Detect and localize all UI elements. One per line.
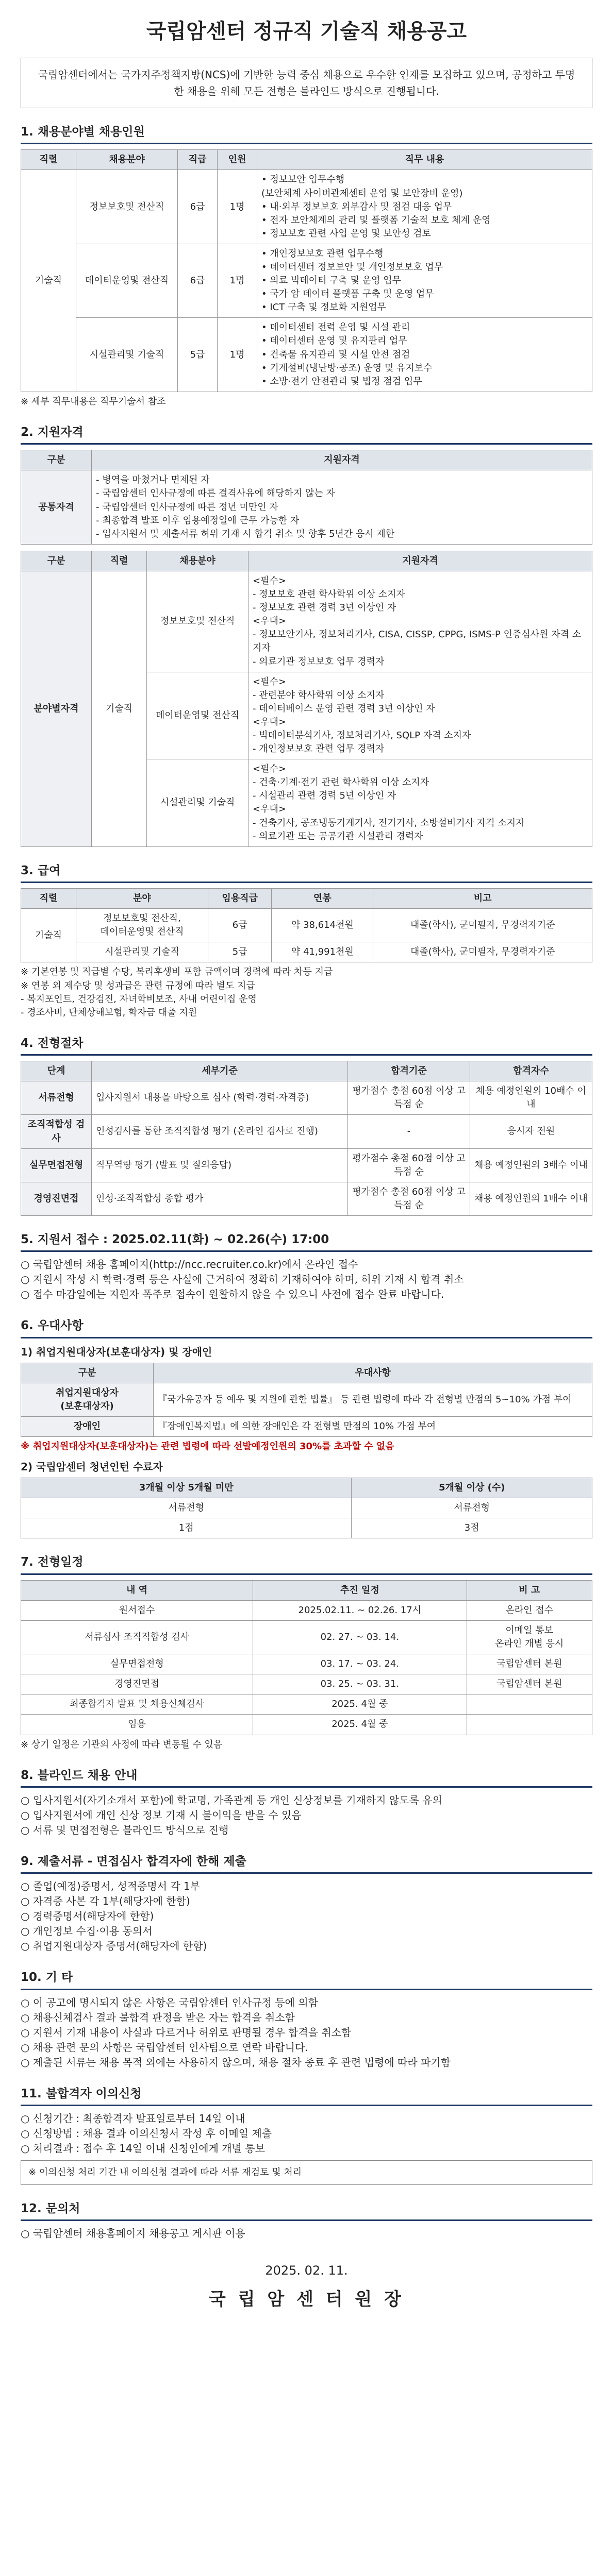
intro-box: 국립암센터에서는 국가지주정책지방(NCS)에 기반한 능력 중심 채용으로 우수한 인재를 모집하고 있으며, 공정하고 투명한 채용을 위해 모든 전형은 블라인드 방식으로 진행됩니다. bbox=[21, 58, 592, 108]
remark-cell bbox=[467, 1715, 592, 1735]
table-row bbox=[21, 1620, 592, 1654]
th-series: 직렬 bbox=[21, 889, 76, 909]
table-row bbox=[21, 1694, 592, 1715]
qual-cell: <필수> - 정보보호 관련 학사학위 이상 소지자 - 정보보호 관련 경력 3년 이상인 자 <우대> - 정보보안기사, 정보처리기사, CISA, CISSP, CPPG, ISMS-P 인증심사원 자격 소지자 - 의료기관 정보보호 업무 경력자 bbox=[248, 571, 592, 672]
th-grade: 직급 bbox=[178, 150, 218, 170]
grade-cell: 5급 bbox=[178, 318, 218, 392]
table-row bbox=[21, 318, 592, 392]
salary-cell: 약 41,991천원 bbox=[272, 942, 373, 962]
section-12-heading: 12. 문의처 bbox=[21, 2202, 80, 2216]
pref-value: 『국가유공자 등 예우 및 지원에 관한 법률』 등 관련 법령에 따라 각 전형별 만점의 5~10% 가점 부여 bbox=[154, 1383, 592, 1416]
th-period-1: 3개월 이상 5개월 미만 bbox=[21, 1478, 352, 1498]
th-remark: 비 고 bbox=[467, 1580, 592, 1600]
section-1-note: ※ 세부 직무내용은 직무기술서 참조 bbox=[21, 396, 166, 407]
common-qual-table bbox=[21, 450, 592, 545]
item-cell: 최종합격자 발표 및 채용신체검사 bbox=[21, 1694, 253, 1715]
field-cell: 데이터운영및 전산직 bbox=[76, 244, 178, 317]
grade-cell: 6급 bbox=[208, 909, 272, 942]
table-row bbox=[21, 942, 592, 962]
pass-cell: 평가점수 총점 60점 이상 고득점 순 bbox=[348, 1081, 470, 1115]
qual-cell: <필수> - 건축·기계·전기 관련 학사학위 이상 소지자 - 시설관리 관련 경력 5년 이상인 자 <우대> - 건축기사, 공조냉동기계기사, 전기기사, 소방설비기사 자격 소지자 - 의료기관 또는 공공기관 시설관리 경력자 bbox=[248, 759, 592, 847]
group-cell: 기술직 bbox=[92, 571, 147, 846]
th-qualification: 지원자격 bbox=[92, 450, 592, 470]
pass-cell: 평가점수 총점 60점 이상 고득점 순 bbox=[348, 1148, 470, 1182]
pref-key: 장애인 bbox=[21, 1416, 154, 1436]
count-cell: 채용 예정인원의 10배수 이내 bbox=[470, 1081, 592, 1115]
table-row bbox=[21, 470, 592, 544]
intern-bonus-table bbox=[21, 1478, 592, 1538]
section-divider bbox=[21, 1786, 592, 1788]
section-divider bbox=[21, 1989, 592, 1990]
grade-cell: 5급 bbox=[208, 942, 272, 962]
th-count: 인원 bbox=[218, 150, 257, 170]
section-divider bbox=[21, 1337, 592, 1338]
section-divider bbox=[21, 443, 592, 445]
duties-cell: • 데이터센터 전력 운영 및 시설 관리 • 데이터센터 운영 및 유지관리 업무 • 건축물 유지관리 및 시설 안전 점검 • 기계설비(냉난방·공조) 운영 및 유지보수 • 소방·전기 안전관리 및 법정 점검 업무 bbox=[257, 318, 592, 392]
section-5-body: ○ 국립암센터 채용 홈페이지(http://ncc.recruiter.co.kr)에서 온라인 접수 ○ 지원서 작성 시 학력·경력 등은 사실에 근거하여 정확히 기재하여야 하며, 허위 기재 시 합격 취소 ○ 접수 마감일에는 지원자 폭주로 접속이 원활하지 않을 수 있으니 사전에 접수 완료 바랍니다. bbox=[21, 1258, 464, 1301]
pass-cell: - bbox=[348, 1115, 470, 1148]
notice-date: 2025. 02. 11. bbox=[265, 2263, 348, 2278]
th-field: 채용분야 bbox=[76, 150, 178, 170]
section-10-body: ○ 이 공고에 명시되지 않은 사항은 국립암센터 인사규정 등에 의함 ○ 채용신체검사 결과 불합격 판정을 받은 자는 합격을 취소함 ○ 지원서 기재 내용이 사실과 다르거나 허위로 판명될 경우 합격을 취소함 ○ 채용 관련 문의 사항은 국립암센터 인사팀으로 연락 바랍니다. ○ 제출된 서류는 채용 목적 외에는 사용하지 않으며, 채용 절차 종료 후 관련 법령에 따라 파기함 bbox=[21, 1996, 451, 2069]
section-3-heading: 3. 급여 bbox=[21, 863, 61, 877]
table-row bbox=[21, 1518, 592, 1538]
table-row bbox=[21, 1654, 592, 1674]
positions-table bbox=[21, 149, 592, 392]
th-series: 직렬 bbox=[92, 551, 147, 571]
salary-notes: ※ 기본연봉 및 직급별 수당, 복리후생비 포함 금액이며 경력에 따라 차등 지급 ※ 연봉 외 제수당 및 성과급은 관련 규정에 따라 별도 지급 - 복지포인트, 건강검진, 자녀학비보조, 사내 어린이집 운영 - 경조사비, 단체상해보험, 학자금 대출 지원 bbox=[21, 967, 333, 1018]
criteria-cell: 인성검사를 통한 조직적합성 평가 (온라인 검사로 진행) bbox=[92, 1115, 348, 1148]
section-divider bbox=[21, 1250, 592, 1252]
remark-cell: 온라인 접수 bbox=[467, 1600, 592, 1620]
page-title: 국립암센터 정규직 기술직 채용공고 bbox=[146, 20, 467, 43]
section-divider bbox=[21, 1872, 592, 1874]
section-5-heading: 5. 지원서 접수 : 2025.02.11(화) ~ 02.26(수) 17:00 bbox=[21, 1233, 329, 1246]
remark-cell: 이메일 통보 온라인 개별 응시 bbox=[467, 1620, 592, 1654]
item-cell: 경영진면접 bbox=[21, 1674, 253, 1694]
section-7-heading: 7. 전형일정 bbox=[21, 1555, 84, 1569]
schedule-cell: 03. 17. ~ 03. 24. bbox=[253, 1654, 467, 1674]
criteria-cell: 입사지원서 내용을 바탕으로 심사 (학력·경력·자격증) bbox=[92, 1081, 348, 1115]
table-row bbox=[21, 1715, 592, 1735]
count-cell: 1명 bbox=[218, 170, 257, 244]
count-cell: 1명 bbox=[218, 318, 257, 392]
objection-note-box: ※ 이의신청 처리 기간 내 이의신청 결과에 따라 서류 재검토 및 처리 bbox=[21, 2160, 592, 2185]
remark-cell: 대졸(학사), 군미필자, 무경력자기준 bbox=[373, 942, 592, 962]
schedule-table bbox=[21, 1580, 592, 1735]
remark-cell: 국립암센터 본원 bbox=[467, 1674, 592, 1694]
group-cell: 기술직 bbox=[21, 170, 76, 392]
section-divider bbox=[21, 2219, 592, 2221]
th-criteria: 세부기준 bbox=[92, 1061, 348, 1081]
section-divider bbox=[21, 1573, 592, 1575]
preference-table bbox=[21, 1363, 592, 1437]
table-row bbox=[21, 1383, 592, 1416]
stage-cell: 서류전형 bbox=[352, 1498, 592, 1518]
th-pass: 합격기준 bbox=[348, 1061, 470, 1081]
schedule-cell: 2025.02.11. ~ 02.26. 17시 bbox=[253, 1600, 467, 1620]
criteria-cell: 직무역량 평가 (발표 및 질의응답) bbox=[92, 1148, 348, 1182]
grade-cell: 6급 bbox=[178, 170, 218, 244]
field-qual-table bbox=[21, 551, 592, 847]
section-9-body: ○ 졸업(예정)증명서, 성적증명서 각 1부 ○ 자격증 사본 각 1부(해당자에 한함) ○ 경력증명서(해당자에 한함) ○ 개인정보 수집·이용 동의서 ○ 취업지원대상자 증명서(해당자에 한함) bbox=[21, 1880, 207, 1953]
table-row bbox=[21, 571, 592, 672]
points-cell: 1점 bbox=[21, 1518, 352, 1538]
schedule-note: ※ 상기 일정은 기관의 사정에 따라 변동될 수 있음 bbox=[21, 1739, 223, 1750]
section-9-heading: 9. 제출서류 - 면접심사 합격자에 한해 제출 bbox=[21, 1854, 246, 1868]
count-cell: 채용 예정인원의 1배수 이내 bbox=[470, 1182, 592, 1215]
field-cell: 시설관리및 기술직 bbox=[147, 759, 248, 847]
stage-cell: 서류전형 bbox=[21, 1081, 92, 1115]
section-6-sub-1: 1) 취업지원대상자(보훈대상자) 및 장애인 bbox=[21, 1345, 212, 1358]
field-cell: 정보보호및 전산직 bbox=[147, 571, 248, 672]
section-divider bbox=[21, 2105, 592, 2106]
common-label: 공통자격 bbox=[21, 470, 92, 544]
pref-value: 『장애인복지법』에 의한 장애인은 각 전형별 만점의 10% 가점 부여 bbox=[154, 1416, 592, 1436]
th-period-2: 5개월 이상 (수) bbox=[352, 1478, 592, 1498]
remark-cell bbox=[467, 1694, 592, 1715]
th-schedule: 추진 일정 bbox=[253, 1580, 467, 1600]
th-series: 직렬 bbox=[21, 150, 76, 170]
stage-cell: 조직적합성 검사 bbox=[21, 1115, 92, 1148]
remark-cell: 국립암센터 본원 bbox=[467, 1654, 592, 1674]
table-row bbox=[21, 1674, 592, 1694]
group-cell: 기술직 bbox=[21, 909, 76, 962]
remark-cell: 대졸(학사), 군미필자, 무경력자기준 bbox=[373, 909, 592, 942]
process-table bbox=[21, 1061, 592, 1216]
table-row bbox=[21, 1498, 592, 1518]
qual-cell: <필수> - 관련분야 학사학위 이상 소지자 - 데이터베이스 운영 관련 경력 3년 이상인 자 <우대> - 빅데이터분석기사, 정보처리기사, SQLP 자격 소지자 - 개인정보보호 관련 업무 경력자 bbox=[248, 672, 592, 759]
table-row bbox=[21, 1416, 592, 1436]
stage-cell: 서류전형 bbox=[21, 1498, 352, 1518]
count-cell: 응시자 전원 bbox=[470, 1115, 592, 1148]
th-qualification: 지원자격 bbox=[248, 551, 592, 571]
table-row bbox=[21, 1182, 592, 1215]
th-grade: 임용직급 bbox=[208, 889, 272, 909]
section-divider bbox=[21, 882, 592, 883]
section-8-heading: 8. 블라인드 채용 안내 bbox=[21, 1768, 138, 1782]
pref-key: 취업지원대상자 (보훈대상자) bbox=[21, 1383, 154, 1416]
issuer-signature: 국 립 암 센 터 원 장 bbox=[209, 2289, 404, 2310]
th-remark: 비고 bbox=[373, 889, 592, 909]
th-field: 채용분야 bbox=[147, 551, 248, 571]
th-duties: 직무 내용 bbox=[257, 150, 592, 170]
table-row bbox=[21, 1600, 592, 1620]
schedule-cell: 02. 27. ~ 03. 14. bbox=[253, 1620, 467, 1654]
count-cell: 1명 bbox=[218, 244, 257, 317]
table-row bbox=[21, 909, 592, 942]
spec-label: 분야별자격 bbox=[21, 571, 92, 846]
table-row bbox=[21, 1081, 592, 1115]
table-row bbox=[21, 170, 592, 244]
section-12-body: ○ 국립암센터 채용홈페이지 채용공고 게시판 이용 bbox=[21, 2227, 245, 2240]
item-cell: 실무면접전형 bbox=[21, 1654, 253, 1674]
th-item: 내 역 bbox=[21, 1580, 253, 1600]
count-cell: 채용 예정인원의 3배수 이내 bbox=[470, 1148, 592, 1182]
schedule-cell: 03. 25. ~ 03. 31. bbox=[253, 1674, 467, 1694]
th-field: 분야 bbox=[76, 889, 208, 909]
section-2-heading: 2. 지원자격 bbox=[21, 425, 84, 439]
salary-cell: 약 38,614천원 bbox=[272, 909, 373, 942]
table-row bbox=[21, 244, 592, 317]
duties-cell: • 개인정보보호 관련 업무수행 • 데이터센터 정보보안 및 개인정보보호 업무 • 의료 빅데이터 구축 및 운영 업무 • 국가 암 데이터 플랫폼 구축 및 운영 업무 • ICT 구축 및 정보화 지원업무 bbox=[257, 244, 592, 317]
criteria-cell: 인성·조직적합성 종합 평가 bbox=[92, 1182, 348, 1215]
th-category: 구분 bbox=[21, 551, 92, 571]
th-category: 구분 bbox=[21, 1363, 154, 1383]
duties-cell: • 정보보안 업무수행 (보안체계 사이버관제센터 운영 및 보안장비 운영) • 내·외부 정보보호 외부감사 및 점검 대응 업무 • 전자 보안체계의 관리 및 플랫폼 기술적 보호 체계 운영 • 정보보호 관련 사업 운영 및 보안성 검토 bbox=[257, 170, 592, 244]
section-1-heading: 1. 채용분야별 채용인원 bbox=[21, 125, 145, 139]
stage-cell: 경영진면접 bbox=[21, 1182, 92, 1215]
field-cell: 정보보호및 전산직 bbox=[76, 170, 178, 244]
table-row bbox=[21, 1115, 592, 1148]
th-pass-count: 합격자수 bbox=[470, 1061, 592, 1081]
section-divider bbox=[21, 1054, 592, 1056]
item-cell: 서류심사 조직적합성 검사 bbox=[21, 1620, 253, 1654]
preference-note: ※ 취업지원대상자(보훈대상자)는 관련 법령에 따라 선발예정인원의 30%를 초과할 수 없음 bbox=[21, 1441, 394, 1452]
common-qual: - 병역을 마쳤거나 면제된 자 - 국립암센터 인사규정에 따른 결격사유에 해당하지 않는 자 - 국립암센터 인사규정에 따른 정년 미만인 자 - 최종합격 발표 이후 임용예정일에 근무 가능한 자 - 입사지원서 및 제출서류 허위 기재 시 합격 취소 및 향후 5년간 응시 제한 bbox=[92, 470, 592, 544]
item-cell: 임용 bbox=[21, 1715, 253, 1735]
item-cell: 원서접수 bbox=[21, 1600, 253, 1620]
pass-cell: 평가점수 총점 60점 이상 고득점 순 bbox=[348, 1182, 470, 1215]
th-preference: 우대사항 bbox=[154, 1363, 592, 1383]
section-11-heading: 11. 불합격자 이의신청 bbox=[21, 2087, 142, 2100]
field-cell: 시설관리및 기술직 bbox=[76, 318, 178, 392]
table-row bbox=[21, 1148, 592, 1182]
points-cell: 3점 bbox=[352, 1518, 592, 1538]
section-11-body: ○ 신청기간 : 최종합격자 발표일로부터 14일 이내 ○ 신청방법 : 채용 결과 이의신청서 작성 후 이메일 제출 ○ 처리결과 : 접수 후 14일 이내 신청인에게 개별 통보 bbox=[21, 2112, 272, 2155]
schedule-cell: 2025. 4월 중 bbox=[253, 1694, 467, 1715]
section-6-heading: 6. 우대사항 bbox=[21, 1319, 84, 1333]
field-cell: 시설관리및 기술직 bbox=[76, 942, 208, 962]
section-6-sub-2: 2) 국립암센터 청년인턴 수료자 bbox=[21, 1461, 163, 1473]
schedule-cell: 2025. 4월 중 bbox=[253, 1715, 467, 1735]
th-category: 구분 bbox=[21, 450, 92, 470]
field-cell: 데이터운영및 전산직 bbox=[147, 672, 248, 759]
section-10-heading: 10. 기 타 bbox=[21, 1971, 73, 1985]
grade-cell: 6급 bbox=[178, 244, 218, 317]
field-cell: 정보보호및 전산직, 데이터운영및 전산직 bbox=[76, 909, 208, 942]
section-divider bbox=[21, 143, 592, 144]
section-4-heading: 4. 전형절차 bbox=[21, 1036, 84, 1050]
section-8-body: ○ 입사지원서(자기소개서 포함)에 학교명, 가족관계 등 개인 신상정보를 기재하지 않도록 유의 ○ 입사지원서에 개인 신상 정보 기재 시 불이익을 받을 수 있음 ○ 서류 및 면접전형은 블라인드 방식으로 진행 bbox=[21, 1793, 442, 1836]
th-salary: 연봉 bbox=[272, 889, 373, 909]
th-stage: 단계 bbox=[21, 1061, 92, 1081]
salary-table bbox=[21, 888, 592, 962]
stage-cell: 실무면접전형 bbox=[21, 1148, 92, 1182]
